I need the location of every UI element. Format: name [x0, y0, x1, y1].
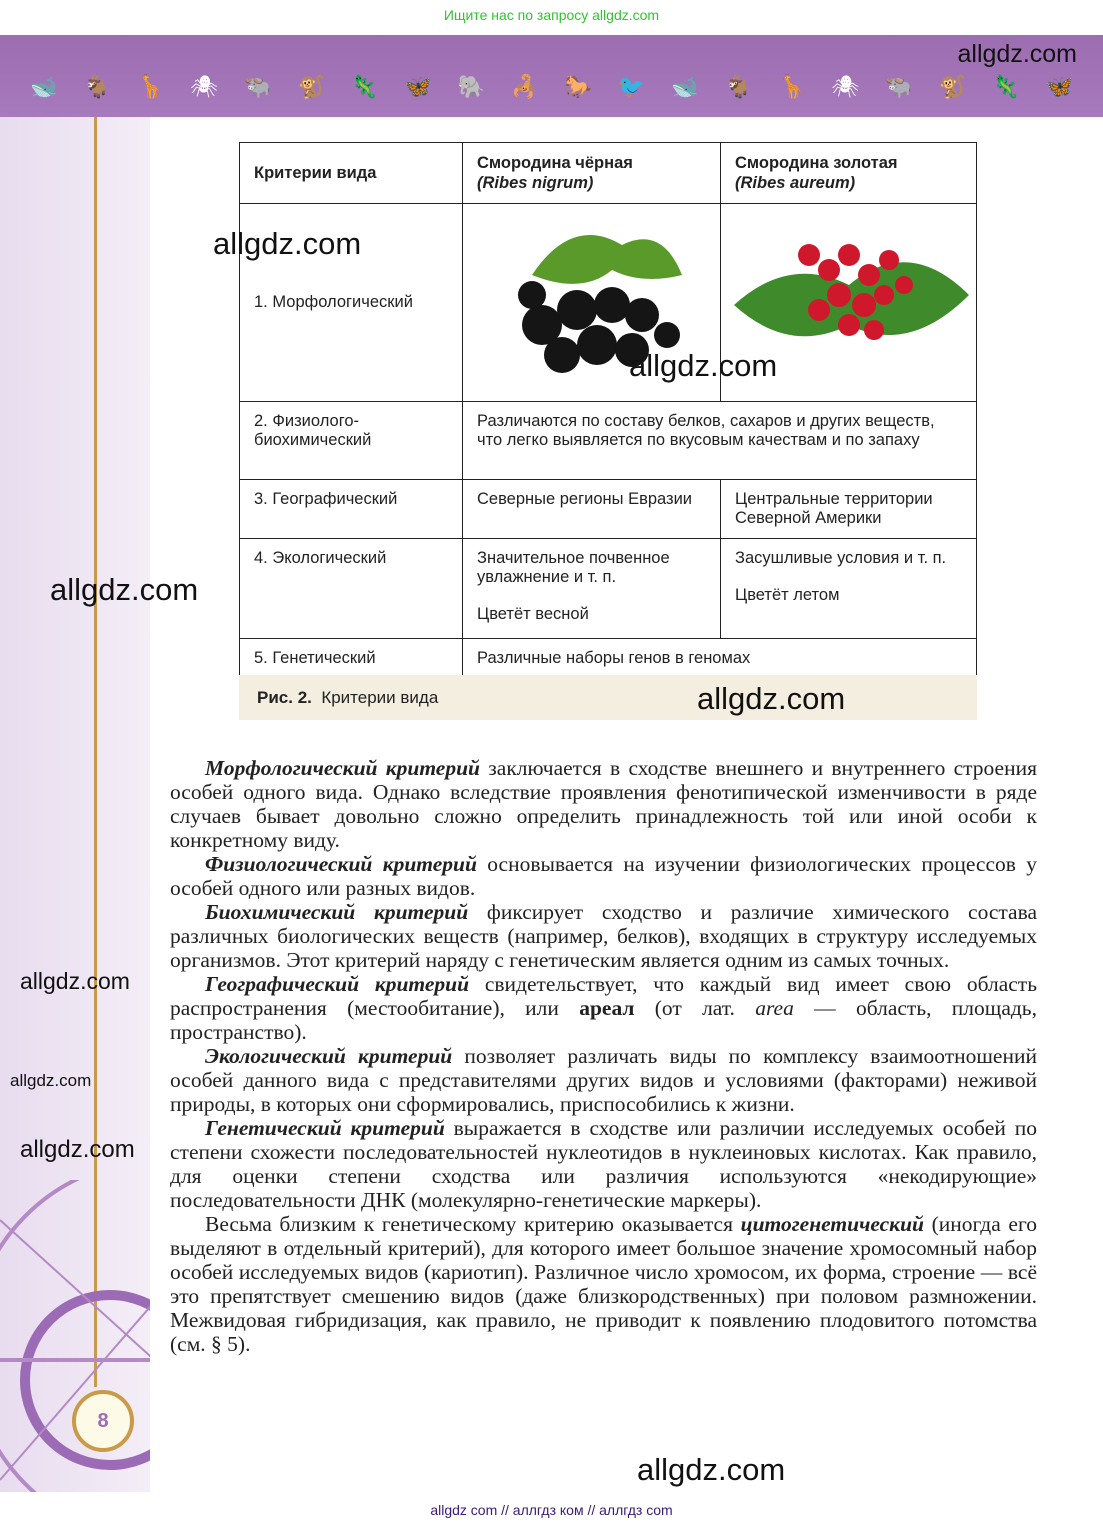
species-criteria-table: [239, 142, 977, 686]
golden-currant-bloom: Цветёт летом: [735, 586, 840, 604]
footer: allgdz com // аллгдз ком // аллгдз com: [430, 1502, 673, 1518]
body-text: [170, 756, 1037, 1356]
header-black-currant-latin: (Ribes nigrum): [477, 174, 594, 192]
paragraph: Генетический критерий выражается в сходстве или различии исследуемых особей по степени схожести последовательностей нуклеотидов в нуклеиновых кислотах. Как правило, для оценки степени сходства или различия используются «некодирующие» последовательности ДНК (молекулярно-генетические маркеры).: [170, 1116, 1037, 1212]
watermark: allgdz.com: [20, 1136, 135, 1163]
watermark: allgdz.com: [213, 226, 362, 261]
top-note: Ищите нас по запросу allgdz.com: [443, 7, 660, 23]
paragraph: Экологический критерий позволяет различать виды по комплексу взаимоотношений особей данного вида с представителями других видов и условиями (факторами) неживой природы, в которых они сформировались, приспособились к жизни.: [170, 1044, 1037, 1116]
shared-cell: Различаются по составу белков, сахаров и других веществ, что легко выявляется по вкусовым качествам и по запаху: [463, 402, 977, 480]
criterion-cell: 1. Морфологический: [240, 204, 463, 402]
page-number: 8: [72, 1390, 134, 1452]
golden-currant-cell: Центральные территории Северной Америки: [721, 480, 977, 539]
black-currant-bloom: Цветёт весной: [477, 605, 589, 623]
criterion-cell: 3. Географический: [240, 480, 463, 539]
header-banner: [0, 35, 1103, 117]
caption-text: Критерии вида: [321, 688, 439, 707]
black-currant-cell: Значительное почвенное увлажнение и т. п.: [477, 549, 670, 586]
criterion-cell: 2. Физиолого-биохимический: [240, 402, 463, 480]
paragraph: Весьма близким к генетическому критерию оказывается цитогенетический (иногда его выделяют в отдельный критерий), для которого имеет большое значение хромосомный набор особей исследуемых видов (кариотип). Различное число хромосом, их форма, строение — всё это препятствует смешению видов (даже близкородственных) при половом размножении. Межвидовая гибридизация, как правило, не приводит к появлению плодовитого потомства (см. § 5).: [170, 1212, 1037, 1356]
criterion-cell: 4. Экологический: [240, 539, 463, 639]
paragraph: Биохимический критерий фиксирует сходство и различие химического состава различных биологических веществ (например, белков), входящих в структуру исследуемых организмов. Этот критерий наряду с генетическим является одним из самых точных.: [170, 900, 1038, 972]
golden-currant-cell: Засушливые условия и т. п.: [735, 549, 947, 567]
watermark: allgdz.com: [10, 1071, 92, 1090]
criterion-cell: 5. Генетический: [240, 639, 463, 686]
paragraph: Морфологический критерий заключается в сходстве внешнего и внутреннего строения особей одного вида. Однако вследствие проявления фенотипической изменчивости в ряде случаев бывает довольно сложно определить принадлежность той или иной особи к конкретному виду.: [170, 756, 1038, 852]
paragraph: Географический критерий свидетельствует, что каждый вид имеет свою область распространения (местообитание), или ареал (от лат. area — область, площадь, пространство).: [170, 972, 1037, 1044]
header-criteria: Критерии вида: [240, 143, 463, 204]
header-golden-currant: Смородина золотая: [735, 154, 898, 172]
caption-label: Рис. 2.: [257, 688, 312, 707]
figure-caption: [239, 675, 977, 720]
watermark: allgdz.com: [637, 1452, 786, 1487]
header-golden-currant-latin: (Ribes aureum): [735, 174, 856, 192]
paragraph: Физиологический критерий основывается на изучении физиологических процессов у особей одного или разных видов.: [170, 852, 1037, 900]
watermark: allgdz.com: [20, 968, 130, 994]
animal-silhouettes-icon: 🐋 🐐 🦒 🕷 🐃 🐒 🦎 🦋 🐘 🦂 🐎 🐦 🐋 🐐 🦒 🕷 🐃 🐒 🦎 🦋: [30, 74, 1073, 99]
watermark: allgdz.com: [957, 40, 1077, 68]
watermark: allgdz.com: [50, 572, 199, 607]
watermark: allgdz.com: [697, 681, 846, 716]
shared-cell: Различные наборы генов в геномах: [463, 639, 977, 686]
header-black-currant: Смородина чёрная: [477, 154, 633, 172]
black-currant-cell: Северные регионы Евразии: [463, 480, 721, 539]
watermark: allgdz.com: [629, 348, 778, 383]
